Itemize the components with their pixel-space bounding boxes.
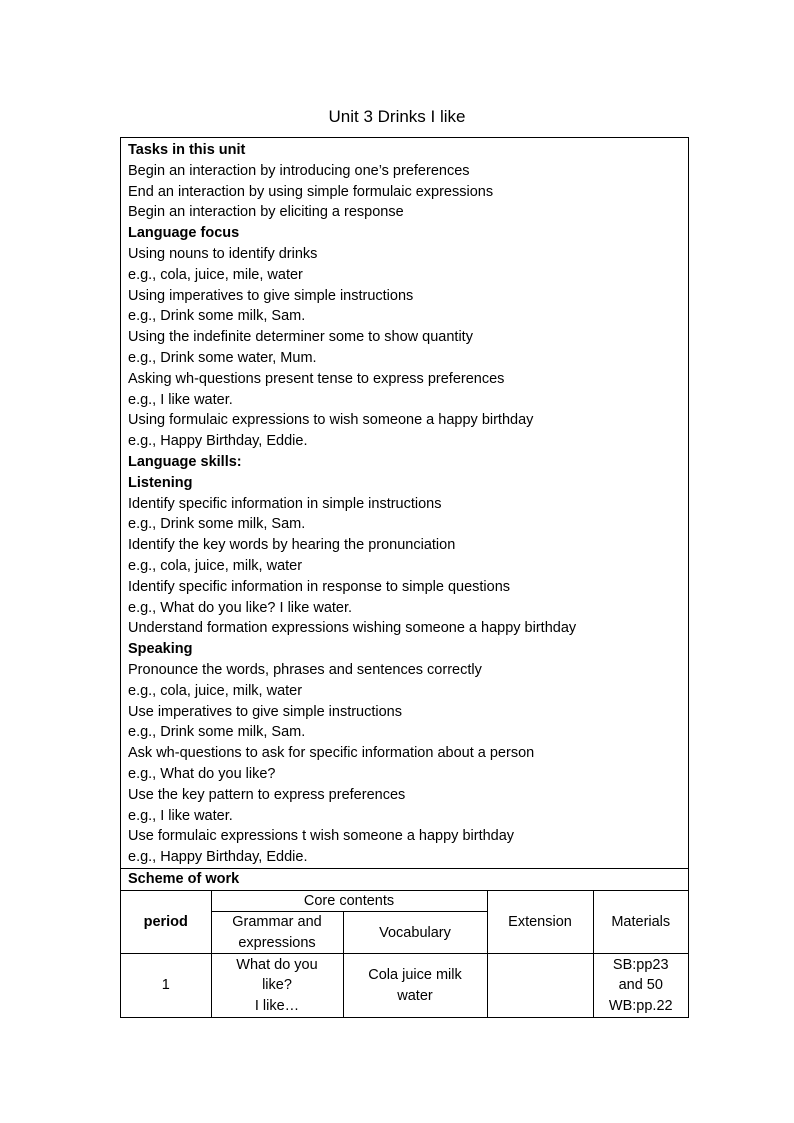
text-line: e.g., What do you like? I like water.: [128, 599, 353, 616]
grammar-line: I like…: [254, 997, 300, 1014]
text-line: Use imperatives to give simple instructions: [128, 703, 402, 720]
text-line: Use the key pattern to express preferences: [128, 786, 406, 803]
period-header: period: [121, 890, 211, 954]
materials-cell: [593, 954, 688, 1017]
text-line: Pronounce the words, phrases and sentences correctly: [128, 661, 482, 678]
grammar-header: Grammar and expressions: [211, 912, 343, 954]
text-line: e.g., I like water.: [128, 391, 233, 408]
vocabulary-cell: [343, 954, 487, 1017]
text-line: Ask wh-questions to ask for specific information about a person: [128, 745, 535, 762]
text-line: Identify specific information in simple instructions: [128, 495, 442, 512]
extension-header: Extension: [487, 890, 593, 954]
text-line: e.g., What do you like?: [128, 765, 276, 782]
materials-line: WB:pp.22: [608, 997, 673, 1014]
text-line: e.g., cola, juice, mile, water: [128, 266, 303, 283]
text-line: End an interaction by using simple formulaic expressions: [128, 183, 494, 200]
text-line: e.g., Drink some milk, Sam.: [128, 516, 306, 533]
text-line: e.g., Drink some milk, Sam.: [128, 724, 306, 741]
text-line: Asking wh-questions present tense to express preferences: [128, 370, 505, 387]
text-line: Begin an interaction by eliciting a response: [128, 204, 404, 221]
section-heading: Tasks in this unit: [128, 142, 246, 158]
materials-line: and 50: [618, 977, 663, 994]
text-line: e.g., Happy Birthday, Eddie.: [128, 849, 308, 866]
vocabulary-line: water: [397, 987, 433, 1004]
page-title: Unit 3 Drinks I like: [328, 107, 466, 126]
section-heading: Speaking: [128, 641, 193, 658]
grammar-cell: [211, 954, 343, 1017]
text-line: Using the indefinite determiner some to show quantity: [128, 329, 473, 346]
vocabulary-line: Cola juice milk: [368, 967, 462, 984]
vocabulary-header: Vocabulary: [343, 912, 487, 954]
section-heading: Language focus: [128, 225, 240, 242]
tasks-section: [121, 138, 688, 868]
text-line: Use formulaic expressions t wish someone a happy birthday: [128, 828, 515, 845]
scheme-table: [121, 890, 688, 1017]
grammar-line: What do you: [236, 956, 318, 973]
text-line: e.g., Happy Birthday, Eddie.: [128, 433, 308, 450]
scheme-heading: Scheme of work: [121, 868, 688, 890]
text-line: e.g., cola, juice, milk, water: [128, 557, 303, 574]
text-line: Identify the key words by hearing the pronunciation: [128, 537, 456, 554]
text-line: Understand formation expressions wishing someone a happy birthday: [128, 620, 577, 637]
text-line: Using nouns to identify drinks: [128, 245, 318, 262]
text-line: e.g., cola, juice, milk, water: [128, 682, 303, 699]
text-line: Begin an interaction by introducing one’s preferences: [128, 162, 470, 179]
text-line: e.g., Drink some water, Mum.: [128, 349, 317, 366]
materials-header: Materials: [593, 890, 688, 954]
text-line: e.g., I like water.: [128, 807, 233, 824]
text-line: Using formulaic expressions to wish someone a happy birthday: [128, 412, 534, 429]
core-contents-header: Core contents: [211, 890, 487, 912]
unit-plan-table: [120, 137, 689, 1018]
text-line: Using imperatives to give simple instructions: [128, 287, 414, 304]
section-heading: Language skills:: [128, 453, 242, 470]
extension-cell: [487, 954, 593, 1017]
text-line: e.g., Drink some milk, Sam.: [128, 308, 306, 325]
materials-line: SB:pp23: [612, 956, 669, 973]
text-line: Identify specific information in response to simple questions: [128, 578, 511, 595]
grammar-line: like?: [262, 977, 292, 994]
section-heading: Listening: [128, 474, 193, 491]
period-cell: 1: [121, 954, 211, 1017]
